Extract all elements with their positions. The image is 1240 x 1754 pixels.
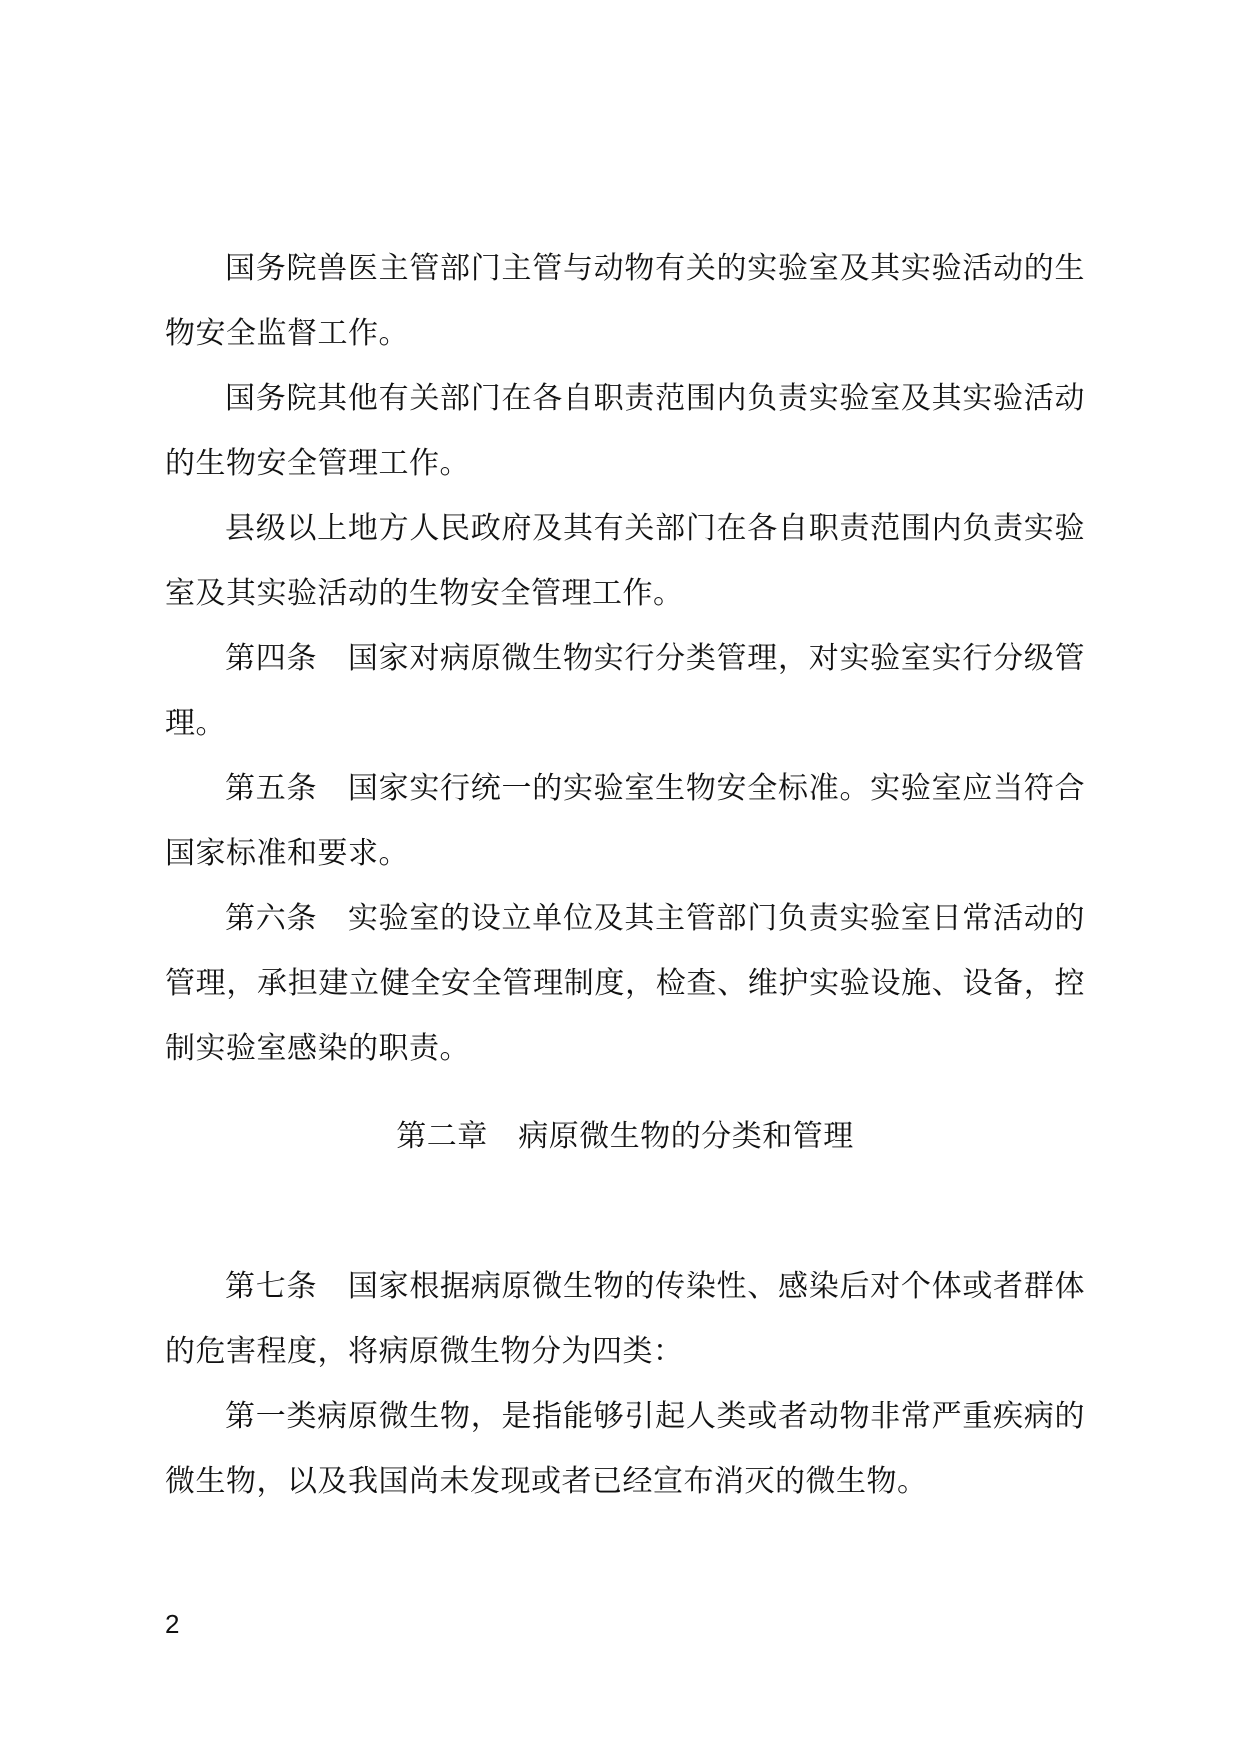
chapter-heading: 第二章 病原微生物的分类和管理 bbox=[396, 1119, 854, 1154]
article-7: 第七条 国家根据病原微生物的传染性、感染后对个体或者群体的危害程度，将病原微生物分为四类： bbox=[165, 1269, 1085, 1369]
article-4: 第四条 国家对病原微生物实行分类管理，对实验室实行分级管理。 bbox=[165, 641, 1085, 741]
paragraph-category-one: 第一类病原微生物，是指能够引起人类或者动物非常严重疾病的微生物，以及我国尚未发现或者已经宣布消灭的微生物。 bbox=[165, 1399, 1085, 1499]
page-number: 2 bbox=[165, 1609, 180, 1639]
document-body bbox=[165, 236, 1085, 1514]
paragraph-other-departments: 国务院其他有关部门在各自职责范围内负责实验室及其实验活动的生物安全管理工作。 bbox=[165, 381, 1085, 481]
article-5: 第五条 国家实行统一的实验室生物安全标准。实验室应当符合国家标准和要求。 bbox=[165, 771, 1085, 871]
paragraph-veterinary-authority: 国务院兽医主管部门主管与动物有关的实验室及其实验活动的生物安全监督工作。 bbox=[165, 251, 1085, 351]
article-6: 第六条 实验室的设立单位及其主管部门负责实验室日常活动的管理，承担建立健全安全管理制度，检查、维护实验设施、设备，控制实验室感染的职责。 bbox=[165, 901, 1085, 1066]
section-spacer bbox=[165, 1169, 1085, 1254]
paragraph-local-government: 县级以上地方人民政府及其有关部门在各自职责范围内负责实验室及其实验活动的生物安全管理工作。 bbox=[165, 511, 1085, 611]
